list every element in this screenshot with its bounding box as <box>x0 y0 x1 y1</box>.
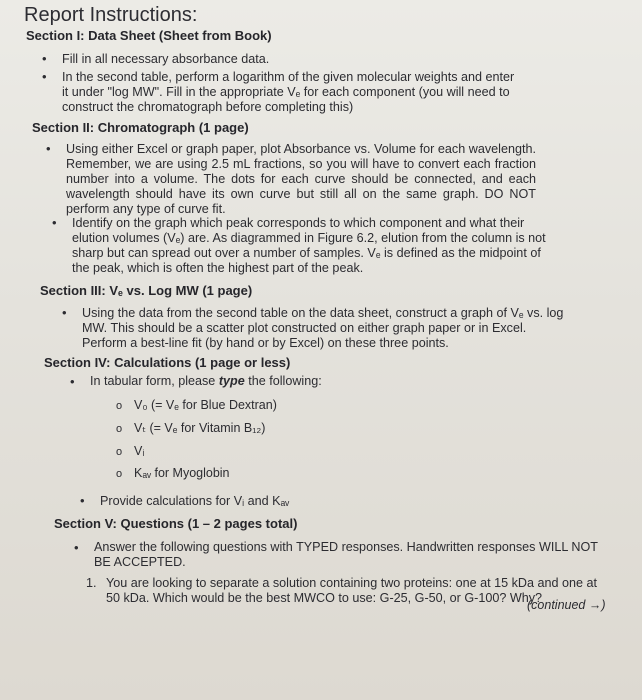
s4-item-v0 <box>116 398 277 412</box>
bullet-dot: • <box>46 141 51 156</box>
s4-bullet-2: Provide calculations for Vᵢ and Kₐᵥ <box>100 494 290 508</box>
s1-bullet-1: Fill in all necessary absorbance data. <box>62 52 270 66</box>
question-1-text: You are looking to separate a solution containing two proteins: one at 15 kDa and one at 50 kDa. Which would be the best MWCO to use: G-25, G-50, or G-100? Why? <box>106 576 598 605</box>
bullet-dot: • <box>42 51 47 66</box>
section-4-heading: Section IV: Calculations (1 page or less) <box>44 355 291 370</box>
s4-item-vi <box>116 444 144 458</box>
s4-bullet-1 <box>90 374 490 389</box>
bullet-dot: • <box>74 540 79 555</box>
s4-b1-pre: In tabular form, please <box>90 374 219 388</box>
s4-item-text: Kₐᵥ for Myoglobin <box>134 466 230 480</box>
bullet-dot: • <box>70 374 75 389</box>
s5-bullet-1: Answer the following questions with TYPED responses. Handwritten responses WILL NOT BE ACCEPTED. <box>94 540 598 569</box>
s3-bullet-1: Using the data from the second table on the data sheet, construct a graph of Vₑ vs. log MW. This should be a scatter plot constructed on either graph paper or in Excel. Perform a best-line fit (by hand or by Excel) on these three points. <box>82 306 564 350</box>
s2-bullet-2: Identify on the graph which peak corresponds to which component and what their elution volumes (Vₑ) are. As diagrammed in Figure 6.2, elution from the column is not sharp but can spread out over a number of samples. Vₑ is defined as the midpoint of the peak, which is often the highest part of the peak. <box>72 216 546 275</box>
s4-b1-post: the following: <box>244 374 322 388</box>
circle-bullet-icon: o <box>116 446 123 458</box>
section-2-heading: Section II: Chromatograph (1 page) <box>32 120 249 135</box>
s4-item-text: Vᵢ <box>134 444 145 458</box>
s4-item-vt <box>116 420 265 435</box>
s2-bullet-1: Using either Excel or graph paper, plot Absorbance vs. Volume for each wavelength. Remember, we are using 2.5 mL fractions, so you will have to convert each fraction number into a volume. The dots for each curve should be connected, and each wavelength should have its own curve but still all on the same graph. DO NOT perform any type of curve fit. <box>66 142 536 216</box>
s4-b1-emphasis: type <box>218 374 245 388</box>
page-title: Report Instructions: <box>24 4 198 26</box>
s1-bullet-2: In the second table, perform a logarithm of the given molecular weights and enter it under "log MW". Fill in the appropriate Vₑ for each component (you will need to construct the chromatograph before completing this) <box>62 70 515 114</box>
bullet-dot: • <box>52 215 57 230</box>
bullet-dot: • <box>80 493 85 508</box>
section-1-heading: Section I: Data Sheet (Sheet from Book) <box>26 28 272 43</box>
continued-label: (continued →) <box>527 598 606 612</box>
circle-bullet-icon: o <box>116 468 123 480</box>
circle-bullet-icon: o <box>116 400 123 412</box>
bullet-dot: • <box>62 305 67 320</box>
s4-item-text: V₀ (= Vₑ for Blue Dextran) <box>134 398 277 412</box>
section-5-heading: Section V: Questions (1 – 2 pages total) <box>54 516 298 531</box>
s4-item-kav <box>116 466 230 480</box>
question-1-number: 1. <box>86 576 97 590</box>
circle-bullet-icon: o <box>116 423 123 435</box>
section-3-heading: Section III: Vₑ vs. Log MW (1 page) <box>40 283 253 298</box>
s4-item-text: Vₜ (= Vₑ for Vitamin B₁₂) <box>134 421 266 435</box>
bullet-dot: • <box>42 69 47 84</box>
